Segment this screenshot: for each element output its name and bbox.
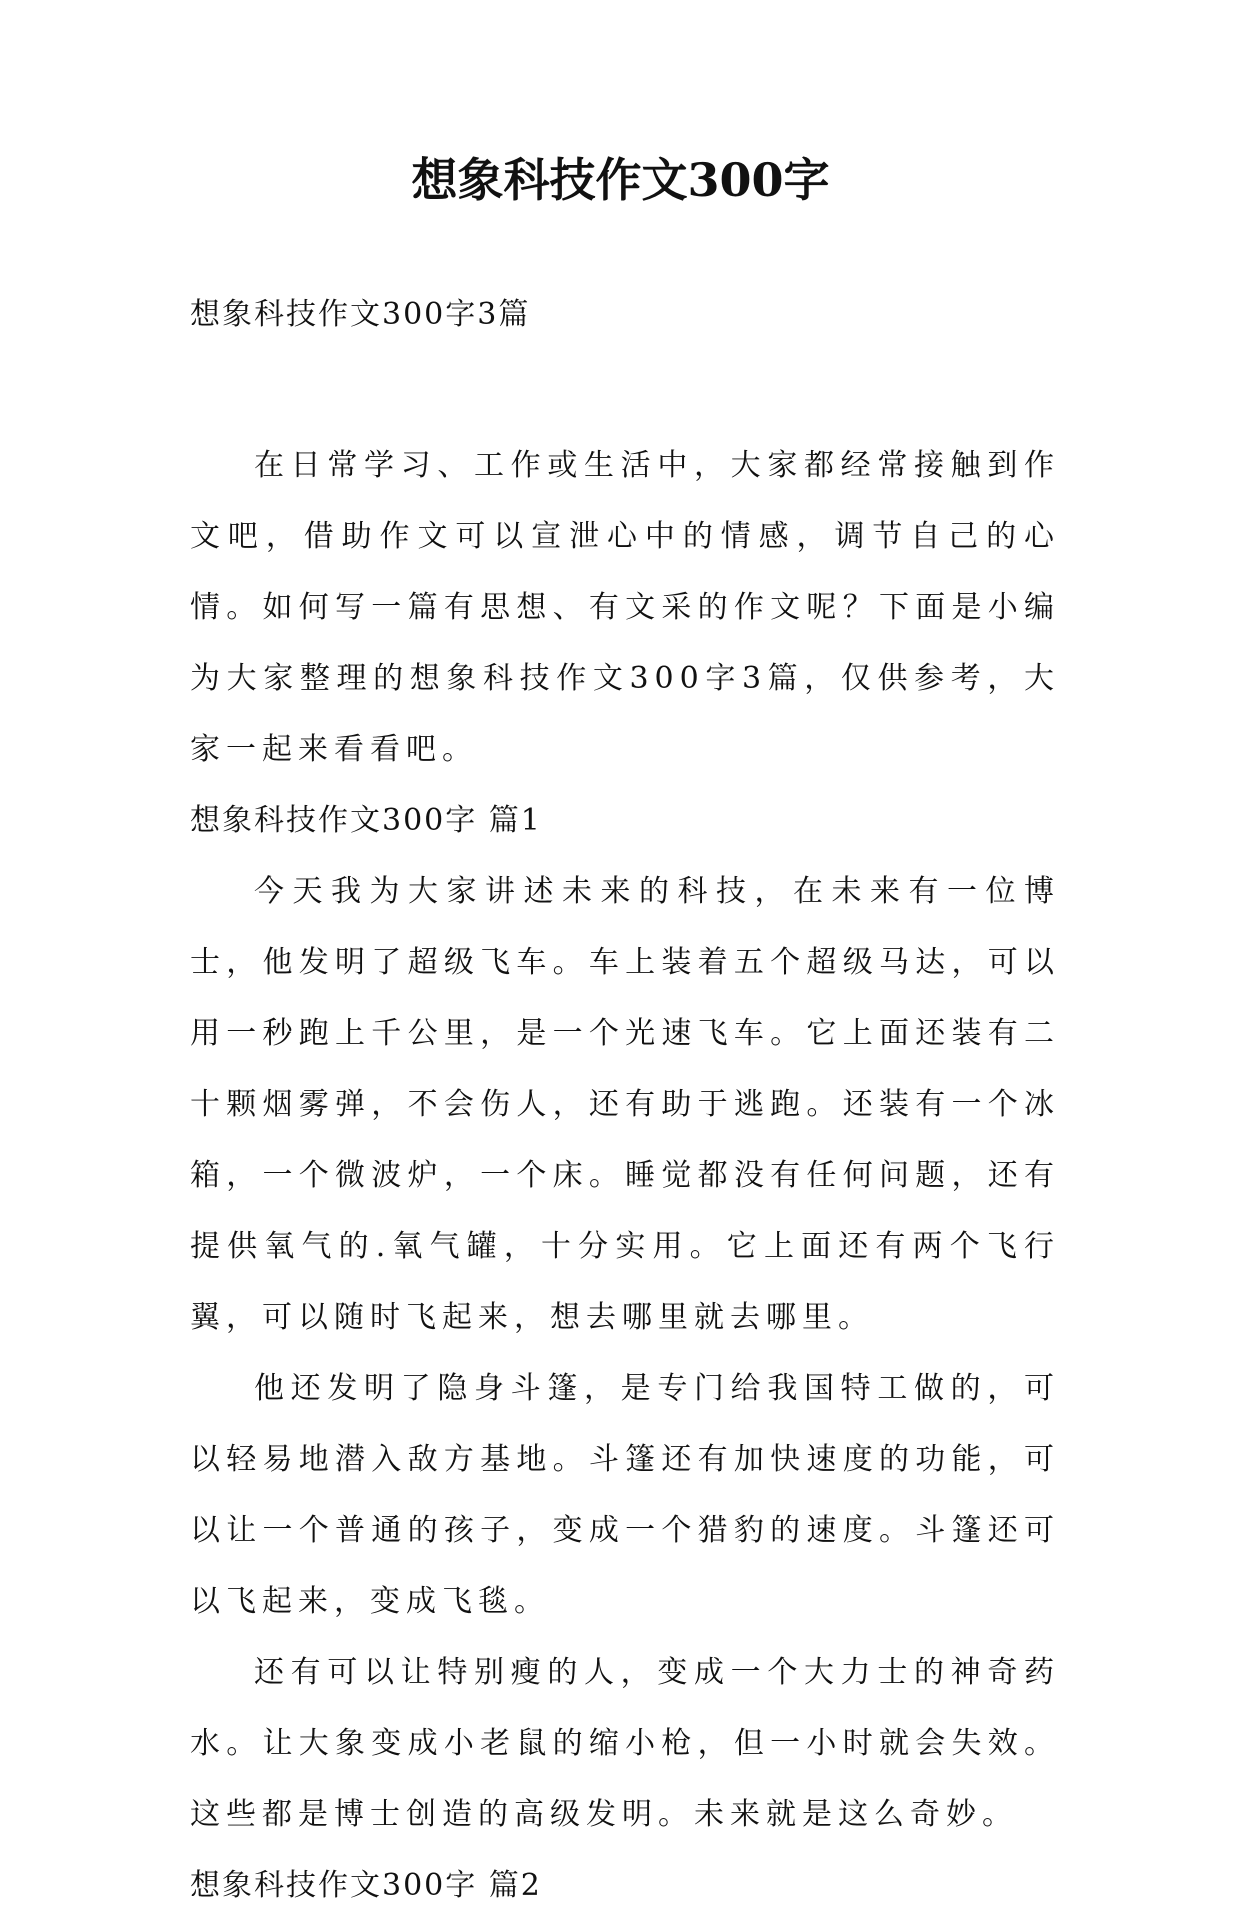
section-heading-2: 想象科技作文300字 篇2 (190, 1868, 542, 1903)
spacer (190, 342, 1060, 430)
document-title: 想象科技作文300字 (411, 153, 830, 207)
document-body (190, 288, 1060, 1921)
section-heading-1: 想象科技作文300字 篇1 (190, 803, 542, 838)
body-paragraph: 今天我为大家讲述未来的科技，在未来有一位博士，他发明了超级飞车。车上装着五个超级马达，可以用一秒跑上千公里，是一个光速飞车。它上面还装有二十颗烟雾弹，不会伤人，还有助于逃跑。还装有一个冰箱，一个微波炉，一个床。睡觉都没有任何问题，还有提供氧气的.氧气罐，十分实用。它上面还有两个飞行翼，可以随时飞起来，想去哪里就去哪里。 (190, 874, 1060, 1335)
body-paragraph: 还有可以让特别瘦的人，变成一个大力士的神奇药水。让大象变成小老鼠的缩小枪，但一小时就会失效。这些都是博士创造的高级发明。未来就是这么奇妙。 (190, 1655, 1060, 1832)
document-subtitle: 想象科技作文300字3篇 (190, 297, 531, 332)
body-paragraph: 他还发明了隐身斗篷，是专门给我国特工做的，可以轻易地潜入敌方基地。斗篷还有加快速度的功能，可以让一个普通的孩子，变成一个猎豹的速度。斗篷还可以飞起来，变成飞毯。 (190, 1371, 1060, 1619)
intro-paragraph: 在日常学习、工作或生活中，大家都经常接触到作文吧，借助作文可以宣泄心中的情感，调节自己的心情。如何写一篇有思想、有文采的作文呢？下面是小编为大家整理的想象科技作文300字3篇，仅供参考，大家一起来看看吧。 (190, 448, 1060, 767)
